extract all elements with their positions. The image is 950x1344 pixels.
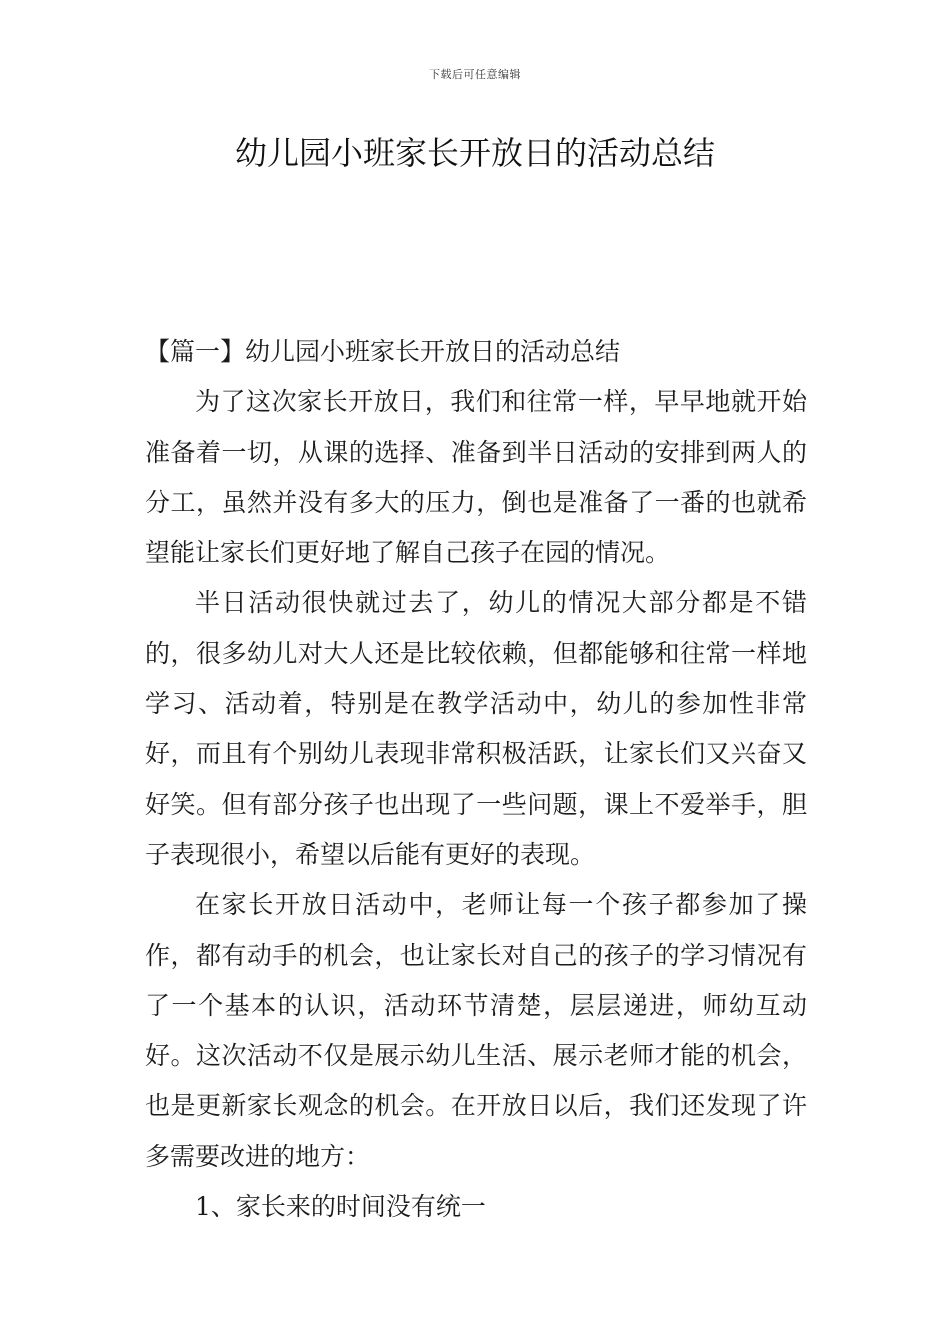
paragraph: 在家长开放日活动中，老师让每一个孩子都参加了操作，都有动手的机会，也让家长对自己的孩子的学习情况有了一个基本的认识，活动环节清楚，层层递进，师幼互动好。这次活动不仅是展示幼儿生活、展示老师才能的机会，也是更新家长观念的机会。在开放日以后，我们还发现了许多需要改进的地方： [145,890,807,1171]
paragraph: 半日活动很快就过去了，幼儿的情况大部分都是不错的，很多幼儿对大人还是比较依赖，但都能够和往常一样地学习、活动着，特别是在教学活动中，幼儿的参加性非常好，而且有个别幼儿表现非常积极活跃，让家长们又兴奋又好笑。但有部分孩子也出现了一些问题，课上不爱举手，胆子表现很小，希望以后能有更好的表现。 [145,588,807,869]
list-item: 1、家长来的时间没有统一 [195,1192,486,1222]
section-heading: 【篇一】幼儿园小班家长开放日的活动总结 [145,337,621,366]
paragraph: 为了这次家长开放日，我们和往常一样，早早地就开始准备着一切，从课的选择、准备到半日活动的安排到两人的分工，虽然并没有多大的压力，倒也是准备了一番的也就希望能让家长们更好地了解自己孩子在园的情况。 [145,387,807,568]
document-title: 幼儿园小班家长开放日的活动总结 [234,134,715,172]
header-note: 下载后可任意编辑 [429,68,521,81]
document-body [145,327,807,1232]
